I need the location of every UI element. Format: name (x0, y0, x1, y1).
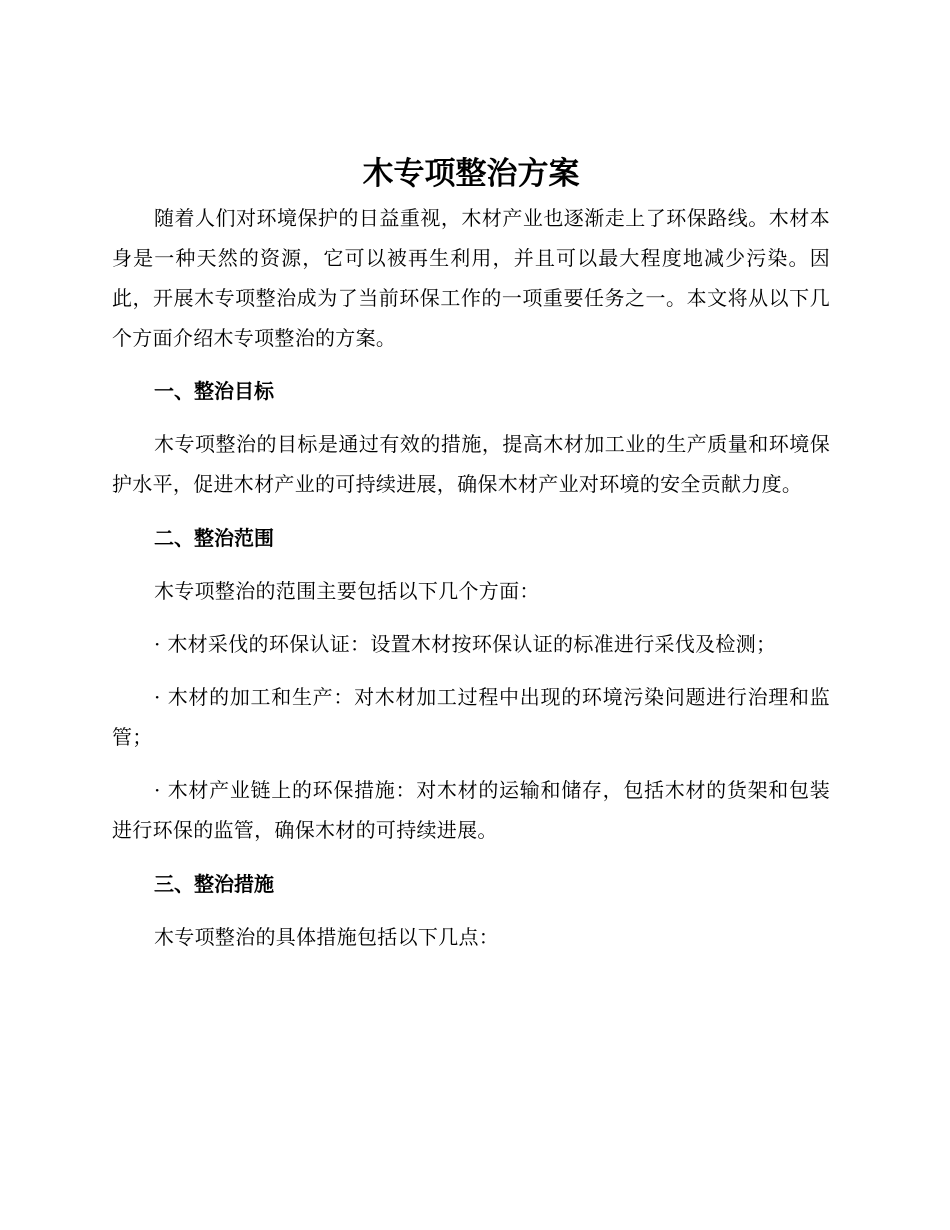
section-heading-scope: 二、整治范围 (154, 526, 274, 550)
intro-paragraph: 随着人们对环境保护的日益重视，木材产业也逐渐走上了环保路线。木材本身是一种天然的资源，它可以被再生利用，并且可以最大程度地减少污染。因此，开展木专项整治成为了当前环保工作的一项重要任务之一。本文将从以下几个方面介绍木专项整治的方案。 (112, 206, 830, 350)
scope-bullet-certification: · 木材采伐的环保认证：设置木材按环保认证的标准进行采伐及检测； (154, 632, 777, 656)
measures-intro-paragraph: 木专项整治的具体措施包括以下几点： (154, 925, 500, 949)
scope-bullet-processing: · 木材的加工和生产：对木材加工过程中出现的环境污染问题进行治理和监管； (112, 685, 830, 749)
scope-intro-paragraph: 木专项整治的范围主要包括以下几个方面： (154, 579, 540, 603)
section-heading-measures: 三、整治措施 (154, 872, 274, 896)
section-heading-goals: 一、整治目标 (154, 379, 274, 403)
document-body (112, 150, 830, 957)
scope-bullet-supply-chain: · 木材产业链上的环保措施：对木材的运输和储存，包括木材的货架和包装进行环保的监管，确保木材的可持续进展。 (112, 778, 830, 842)
goals-paragraph: 木专项整治的目标是通过有效的措施，提高木材加工业的生产质量和环境保护水平，促进木材产业的可持续进展，确保木材产业对环境的安全贡献力度。 (112, 432, 830, 496)
document-title: 木专项整治方案 (362, 156, 580, 192)
